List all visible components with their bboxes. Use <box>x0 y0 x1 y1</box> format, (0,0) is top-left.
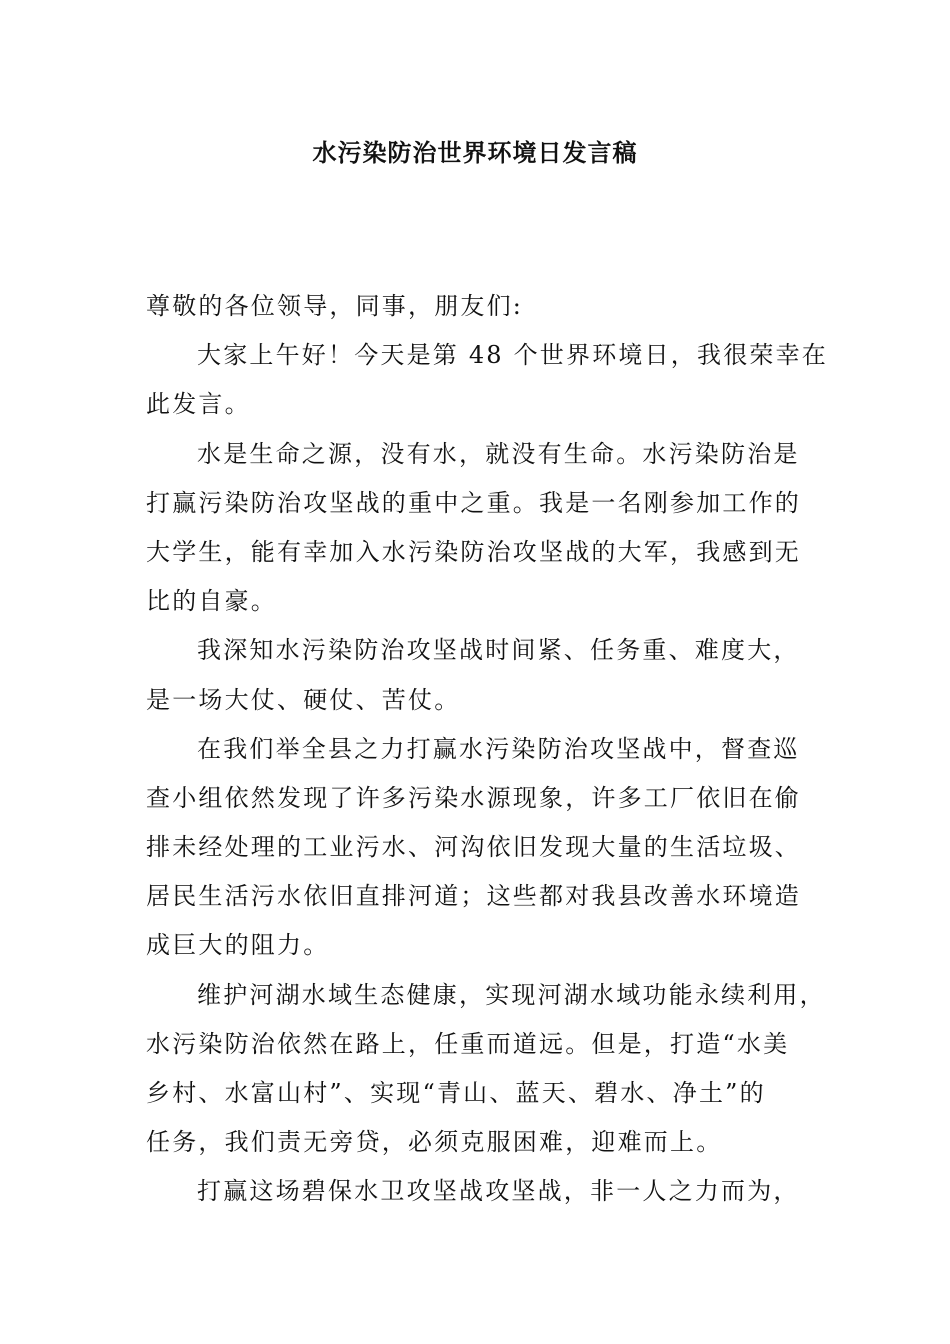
paragraph-line: 打赢污染防治攻坚战的重中之重。我是一名刚参加工作的 <box>146 488 801 517</box>
paragraph-line: 在我们举全县之力打赢水污染防治攻坚战中，督查巡 <box>197 734 800 763</box>
paragraph-line: 居民生活污水依旧直排河道；这些都对我县改善水环境造 <box>146 882 801 911</box>
paragraph-line: 此发言。 <box>146 390 251 419</box>
paragraph-line: 成巨大的阻力。 <box>146 931 330 960</box>
paragraph-line: 查小组依然发现了许多污染水源现象，许多工厂依旧在偷 <box>146 783 801 812</box>
paragraph-line: 大家上午好！今天是第 48 个世界环境日，我很荣幸在 <box>197 341 828 370</box>
paragraph-line: 维护河湖水域生态健康，实现河湖水域功能永续利用， <box>197 980 826 1009</box>
paragraph-line: 大学生，能有幸加入水污染防治攻坚战的大军，我感到无 <box>146 537 801 566</box>
paragraph-line: 比的自豪。 <box>146 587 277 616</box>
paragraph-line: 是一场大仗、硬仗、苦仗。 <box>146 685 461 714</box>
paragraph-line: 水是生命之源，没有水，就没有生命。水污染防治是 <box>197 439 800 468</box>
paragraph-line: 我深知水污染防治攻坚战时间紧、任务重、难度大， <box>197 636 800 665</box>
salutation-line: 尊敬的各位领导，同事，朋友们: <box>146 292 524 320</box>
paragraph-line: 水污染防治依然在路上，任重而道远。但是，打造“水美 <box>146 1029 790 1058</box>
paragraph-line: 打赢这场碧保水卫攻坚战攻坚战，非一人之力而为， <box>197 1177 800 1206</box>
paragraph-line: 任务，我们责无旁贷，必须克服困难，迎难而上。 <box>146 1128 723 1157</box>
document-body <box>146 282 828 1217</box>
document-title: 水污染防治世界环境日发言稿 <box>312 138 638 167</box>
paragraph-line: 排未经处理的工业污水、河沟依旧发现大量的生活垃圾、 <box>146 833 801 862</box>
paragraph-line: 乡村、水富山村”、实现“青山、蓝天、碧水、净土”的 <box>146 1079 766 1107</box>
